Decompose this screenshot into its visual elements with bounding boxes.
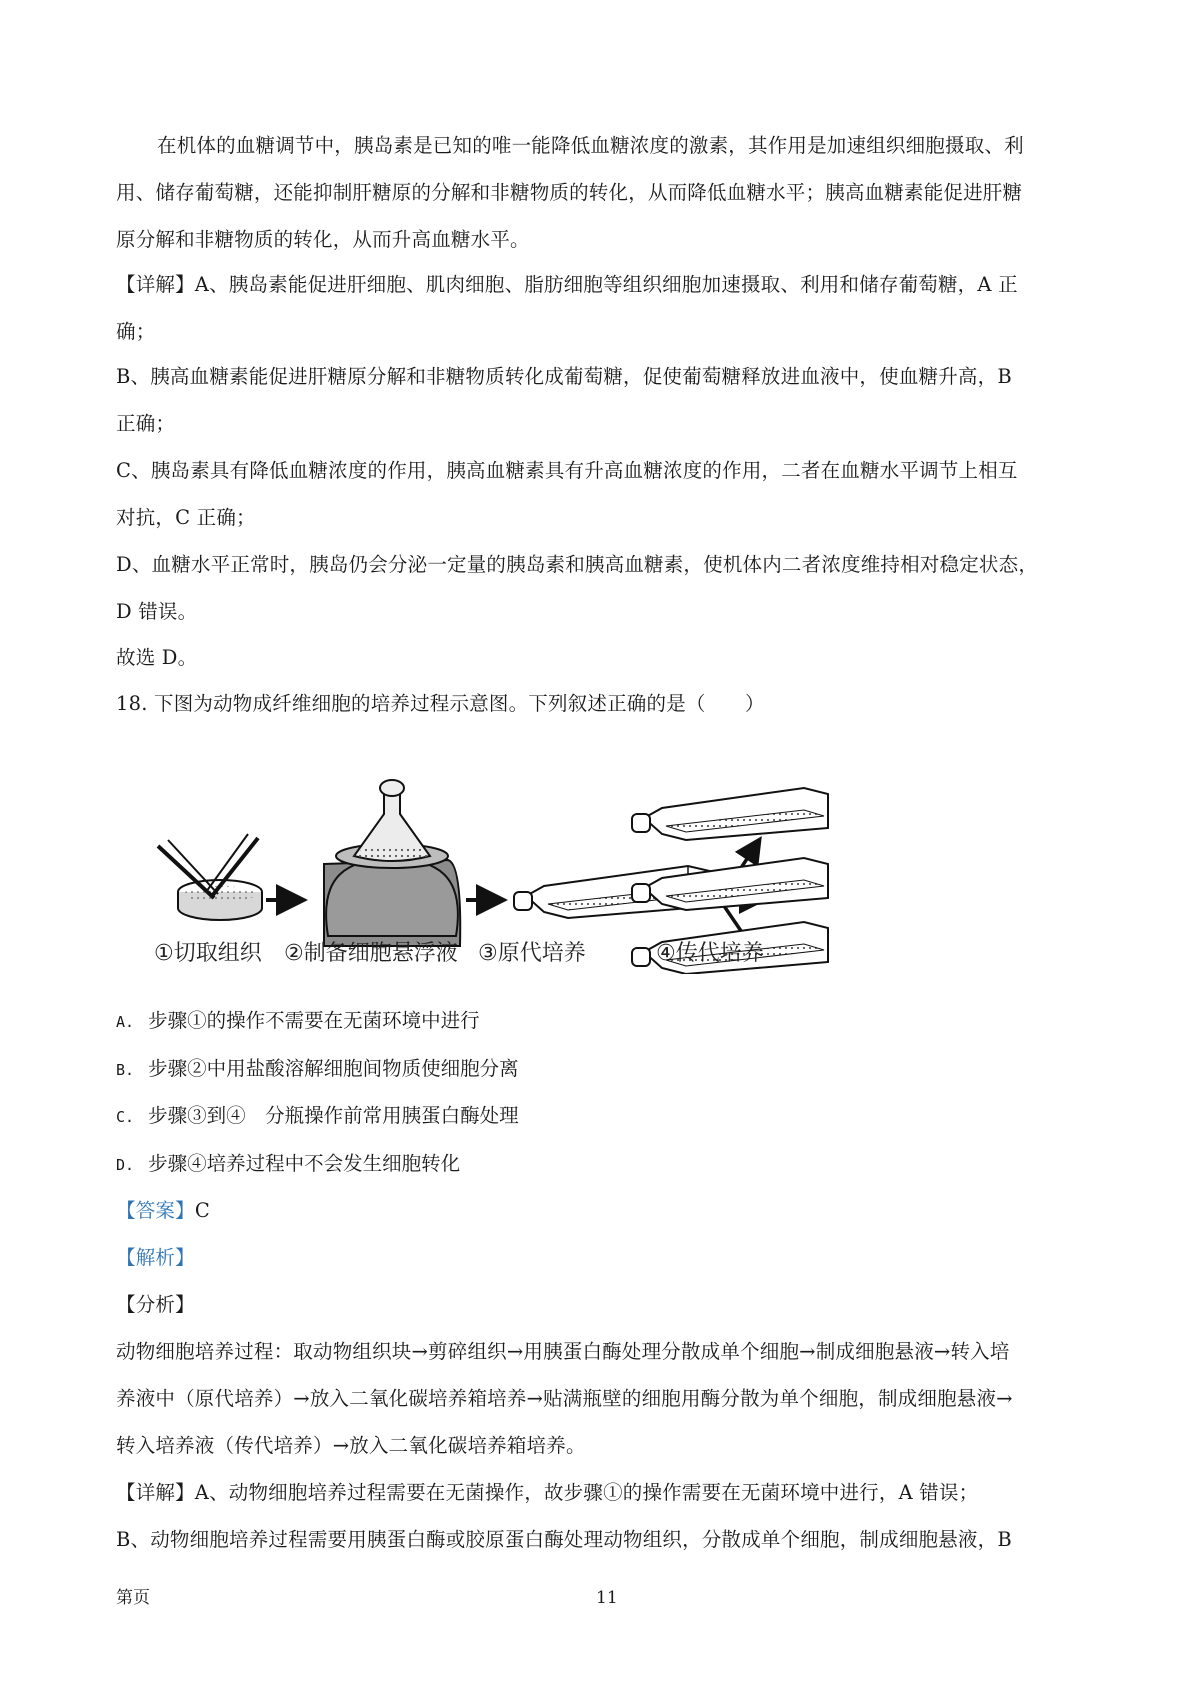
option-b-letter: B. xyxy=(116,1061,135,1079)
detail17-line-1: 【详解】A、胰岛素能促进肝细胞、肌肉细胞、脂肪细胞等组织细胞加速摄取、利用和储存葡萄糖，A 正 xyxy=(116,273,1018,296)
detail17-line-9: 故选 D。 xyxy=(116,646,198,669)
figure-label-step-1: ①切取组织 xyxy=(154,941,262,966)
intro-line-2: 用、储存葡萄糖，还能抑制肝糖原的分解和非糖物质的转化，从而降低血糖水平；胰高血糖素能促进肝糖 xyxy=(116,181,1023,204)
detail17-line-7: D、血糖水平正常时，胰岛仍会分泌一定量的胰岛素和胰高血糖素，使机体内二者浓度维持相对稳定状态， xyxy=(116,553,1039,576)
answer-value: C xyxy=(194,1199,210,1222)
option-d-letter: D. xyxy=(116,1156,135,1174)
intro-line-3: 原分解和非糖物质的转化，从而升高血糖水平。 xyxy=(116,228,530,251)
option-a xyxy=(116,1009,480,1034)
figure-label-step-3: ③原代培养 xyxy=(478,941,586,966)
option-b xyxy=(116,1057,519,1082)
cell-suspension-flask-icon xyxy=(324,780,460,946)
analysis-line-1: 动物细胞培养过程：取动物组织块→剪碎组织→用胰蛋白酶处理分散成单个细胞→制成细胞悬液→转入培 xyxy=(116,1340,1010,1363)
detail17-line-5: C、胰岛素具有降低血糖浓度的作用，胰高血糖素具有升高血糖浓度的作用，二者在血糖水平调节上相互 xyxy=(116,459,1018,482)
intro-line-1: 在机体的血糖调节中，胰岛素是已知的唯一能降低血糖浓度的激素，其作用是加速组织细胞摄取、利 xyxy=(157,134,1024,157)
analysis-head: 【分析】 xyxy=(116,1293,195,1316)
option-c-letter: C. xyxy=(116,1108,135,1126)
option-a-letter: A. xyxy=(116,1013,135,1031)
question-18-stem: 18. 下图为动物成纤维细胞的培养过程示意图。下列叙述正确的是（ ） xyxy=(116,692,765,715)
option-c xyxy=(116,1104,519,1129)
tissue-cutting-icon xyxy=(158,834,262,920)
option-b-text: 步骤②中用盐酸溶解细胞间物质使细胞分离 xyxy=(148,1057,519,1080)
analysis-line-3: 转入培养液（传代培养）→放入二氧化碳培养箱培养。 xyxy=(116,1434,586,1457)
detail18-line-2: B、动物细胞培养过程需要用胰蛋白酶或胶原蛋白酶处理动物组织，分散成单个细胞，制成细胞悬液，B xyxy=(116,1528,1012,1551)
option-d-text: 步骤④培养过程中不会发生细胞转化 xyxy=(148,1152,461,1175)
analysis-tag: 【解析】 xyxy=(116,1246,195,1269)
detail18-line-1: 【详解】A、动物细胞培养过程需要在无菌操作，故步骤①的操作需要在无菌环境中进行，A 错误； xyxy=(116,1481,979,1504)
footer-left: 第页 xyxy=(116,1588,150,1608)
option-a-text: 步骤①的操作不需要在无菌环境中进行 xyxy=(148,1009,480,1032)
option-c-text: 步骤③到④ 分瓶操作前常用胰蛋白酶处理 xyxy=(148,1104,519,1127)
detail17-line-6: 对抗，C 正确； xyxy=(116,506,256,529)
detail17-line-8: D 错误。 xyxy=(116,600,198,623)
detail17-line-4: 正确； xyxy=(116,412,176,435)
option-d xyxy=(116,1152,460,1177)
figure-label-step-2: ②制备细胞悬浮液 xyxy=(284,941,458,966)
detail17-line-3: B、胰高血糖素能促进肝糖原分解和非糖物质转化成葡萄糖，促使葡萄糖释放进血液中，使血糖升高，B xyxy=(116,365,1012,388)
detail17-line-2: 确； xyxy=(116,320,156,343)
analysis-line-2: 养液中（原代培养）→放入二氧化碳培养箱培养→贴满瓶壁的细胞用酶分散为单个细胞，制成细胞悬液→ xyxy=(116,1387,1013,1410)
figure-label-step-4: ④传代培养 xyxy=(656,941,764,966)
answer-line xyxy=(116,1199,1096,1223)
page-number: 11 xyxy=(596,1588,618,1608)
cell-culture-figure xyxy=(148,764,848,974)
answer-tag: 【答案】 xyxy=(116,1199,195,1222)
